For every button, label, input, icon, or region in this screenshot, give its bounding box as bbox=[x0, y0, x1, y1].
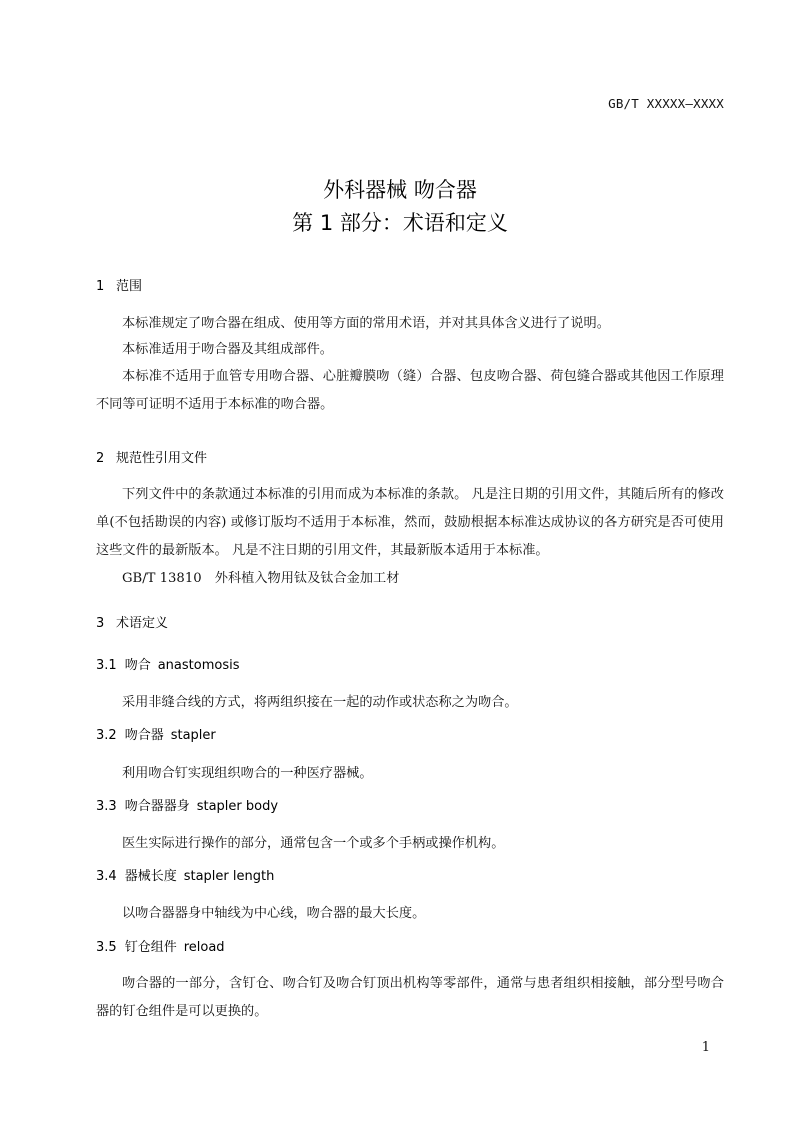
term-definition-3-5: 吻合器的一部分，含钉仓、吻合钉及吻合钉顶出机构等零部件，通常与患者组织相接触，部分型号吻合器的钉仓组件是可以更换的。 bbox=[96, 976, 724, 1019]
term-heading-3-4 bbox=[96, 865, 274, 884]
term-name: 吻合 bbox=[124, 658, 151, 673]
section-title: 术语定义 bbox=[116, 616, 169, 631]
section-title: 范围 bbox=[116, 279, 143, 294]
term-number: 3.5 bbox=[96, 940, 117, 955]
term-definition-3-4: 以吻合器器身中轴线为中心线，吻合器的最大长度。 bbox=[122, 906, 426, 921]
term-number: 3.2 bbox=[96, 728, 117, 743]
term-heading-3-2 bbox=[96, 724, 216, 743]
page-number: 1 bbox=[701, 1040, 710, 1055]
section-number: 3 bbox=[96, 616, 105, 631]
section-3-heading bbox=[96, 612, 168, 631]
section-2-paragraph: 下列文件中的条款通过本标准的引用而成为本标准的条款。 凡是注日期的引用文件，其随后所有的修改单(不包括勘误的内容) 或修订版均不适用于本标准，然而，鼓励根据本标准达成协议的各方研究是否可使用这些文件的最新版本。 凡是不注日期的引用文件，其最新版本适用于本标准。 bbox=[96, 487, 724, 558]
term-name: 吻合器器身 bbox=[124, 799, 190, 814]
term-heading-3-3 bbox=[96, 795, 278, 814]
term-english: stapler bbox=[170, 728, 216, 743]
term-name: 器械长度 bbox=[124, 869, 177, 884]
standard-code: GB/T XXXXX—XXXX bbox=[608, 96, 724, 111]
section-2-heading bbox=[96, 447, 207, 466]
section-number: 1 bbox=[96, 279, 105, 294]
section-title: 规范性引用文件 bbox=[116, 451, 208, 466]
document-title-line2: 第 1 部分：术语和定义 bbox=[292, 211, 508, 235]
term-heading-3-1 bbox=[96, 654, 239, 673]
term-definition-3-3: 医生实际进行操作的部分，通常包含一个或多个手柄或操作机构。 bbox=[122, 836, 505, 851]
section-number: 2 bbox=[96, 451, 105, 466]
normative-reference: GB/T 13810 外科植入物用钛及钛合金加工材 bbox=[122, 571, 400, 586]
section-1-heading bbox=[96, 275, 142, 294]
term-english: anastomosis bbox=[157, 658, 240, 673]
term-heading-3-5 bbox=[96, 936, 225, 955]
term-number: 3.1 bbox=[96, 658, 117, 673]
term-definition-3-1: 采用非缝合线的方式，将两组织接在一起的动作或状态称之为吻合。 bbox=[122, 695, 518, 710]
section-1-paragraph-2: 本标准适用于吻合器及其组成部件。 bbox=[122, 342, 333, 357]
section-1-paragraph-1: 本标准规定了吻合器在组成、使用等方面的常用术语，并对其具体含义进行了说明。 bbox=[122, 316, 610, 331]
term-english: stapler length bbox=[183, 869, 275, 884]
term-definition-3-2: 利用吻合钉实现组织吻合的一种医疗器械。 bbox=[122, 766, 373, 781]
term-english: stapler body bbox=[196, 799, 279, 814]
term-name: 吻合器 bbox=[124, 728, 164, 743]
term-name: 钉仓组件 bbox=[124, 940, 177, 955]
term-number: 3.3 bbox=[96, 799, 117, 814]
section-1-paragraph-3: 本标准不适用于血管专用吻合器、心脏瓣膜吻（缝）合器、包皮吻合器、荷包缝合器或其他因工作原理不同等可证明不适用于本标准的吻合器。 bbox=[96, 369, 724, 412]
term-number: 3.4 bbox=[96, 869, 117, 884]
term-english: reload bbox=[183, 940, 225, 955]
document-title-line1: 外科器械 吻合器 bbox=[323, 178, 477, 202]
